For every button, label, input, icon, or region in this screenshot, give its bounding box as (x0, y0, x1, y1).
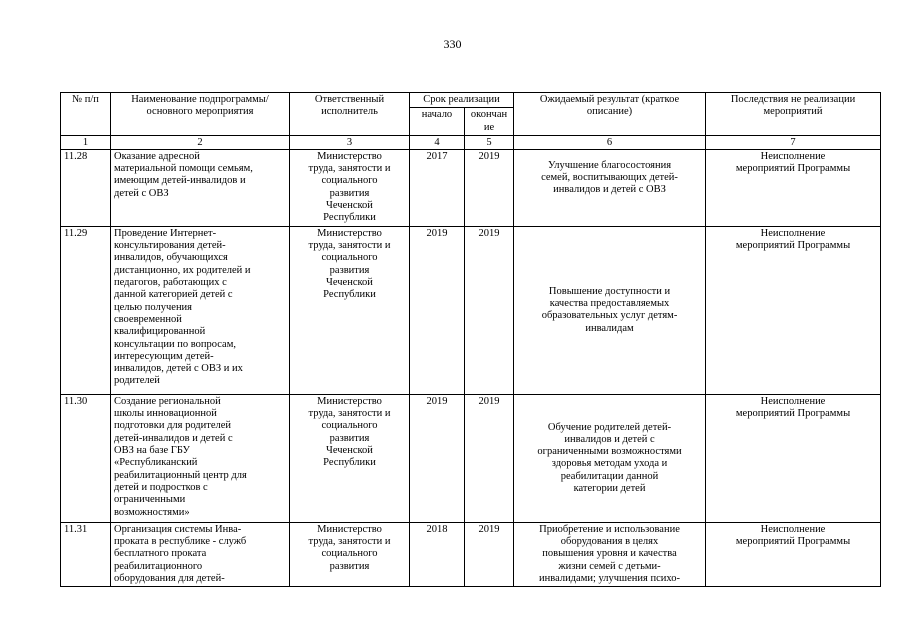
header-row (61, 93, 881, 108)
row-consequence: Неисполнение мероприятий Программы (706, 522, 881, 586)
column-number: 7 (706, 135, 881, 149)
header-consequence: Последствия не реализации мероприятий (706, 93, 881, 136)
table-row (61, 149, 881, 226)
row-start: 2017 (410, 149, 465, 226)
header-start: начало (410, 108, 465, 136)
row-name: Оказание адресной материальной помощи семьям, имеющим детей-инвалидов и детей с ОВЗ (111, 149, 290, 226)
column-number: 4 (410, 135, 465, 149)
table-row (61, 394, 881, 522)
row-result: Приобретение и использование оборудования в целях повышения уровня и качества жизни семей с детьми- инвалидами; улучшения психо- (514, 522, 706, 586)
header-num: № п/п (61, 93, 111, 136)
row-result: Улучшение благосостояния семей, воспитывающих детей- инвалидов и детей с ОВЗ (514, 149, 706, 226)
table-row (61, 226, 881, 394)
row-result: Повышение доступности и качества предоставляемых образовательных услуг детям- инвалидам (514, 226, 706, 394)
column-number: 2 (111, 135, 290, 149)
row-start: 2019 (410, 226, 465, 394)
row-consequence: Неисполнение мероприятий Программы (706, 226, 881, 394)
page-number: 330 (443, 37, 462, 51)
row-executor: Министерство труда, занятости и социального развития Чеченской Республики (290, 149, 410, 226)
program-activities-table (60, 92, 881, 587)
column-number: 1 (61, 135, 111, 149)
row-num: 11.30 (61, 394, 111, 522)
row-start: 2018 (410, 522, 465, 586)
row-executor: Министерство труда, занятости и социального развития Чеченской Республики (290, 394, 410, 522)
row-start: 2019 (410, 394, 465, 522)
row-consequence: Неисполнение мероприятий Программы (706, 394, 881, 522)
row-end: 2019 (465, 226, 514, 394)
row-name: Организация системы Инва- проката в республике - служб бесплатного проката реабилитационного оборудования для детей- (111, 522, 290, 586)
column-number: 3 (290, 135, 410, 149)
header-end: окончан ие (465, 108, 514, 136)
header-result: Ожидаемый результат (краткое описание) (514, 93, 706, 136)
row-num: 11.29 (61, 226, 111, 394)
row-name: Создание региональной школы инновационной подготовки для родителей детей-инвалидов и детей с ОВЗ на базе ГБУ «Республиканский реабилитационный центр для детей и подростков с ограниченными возможностями» (111, 394, 290, 522)
table-row (61, 522, 881, 586)
row-executor: Министерство труда, занятости и социального развития Чеченской Республики (290, 226, 410, 394)
column-number: 6 (514, 135, 706, 149)
header-executor: Ответственный исполнитель (290, 93, 410, 136)
row-result: Обучение родителей детей- инвалидов и детей с ограниченными возможностями здоровья методам ухода и реабилитации данной категории детей (514, 394, 706, 522)
row-end: 2019 (465, 149, 514, 226)
row-name: Проведение Интернет- консультирования детей- инвалидов, обучающихся дистанционно, их родителей и педагогов, работающих с данной категорией детей с целью получения своевременной квалифицированной консультации по вопросам, интересующим детей- инвалидов, детей с ОВЗ и их родителей (111, 226, 290, 394)
row-end: 2019 (465, 522, 514, 586)
header-period: Срок реализации (410, 93, 514, 108)
row-num: 11.31 (61, 522, 111, 586)
column-number-row (61, 135, 881, 149)
row-consequence: Неисполнение мероприятий Программы (706, 149, 881, 226)
row-executor: Министерство труда, занятости и социального развития (290, 522, 410, 586)
row-end: 2019 (465, 394, 514, 522)
header-name: Наименование подпрограммы/ основного мероприятия (111, 93, 290, 136)
row-num: 11.28 (61, 149, 111, 226)
column-number: 5 (465, 135, 514, 149)
